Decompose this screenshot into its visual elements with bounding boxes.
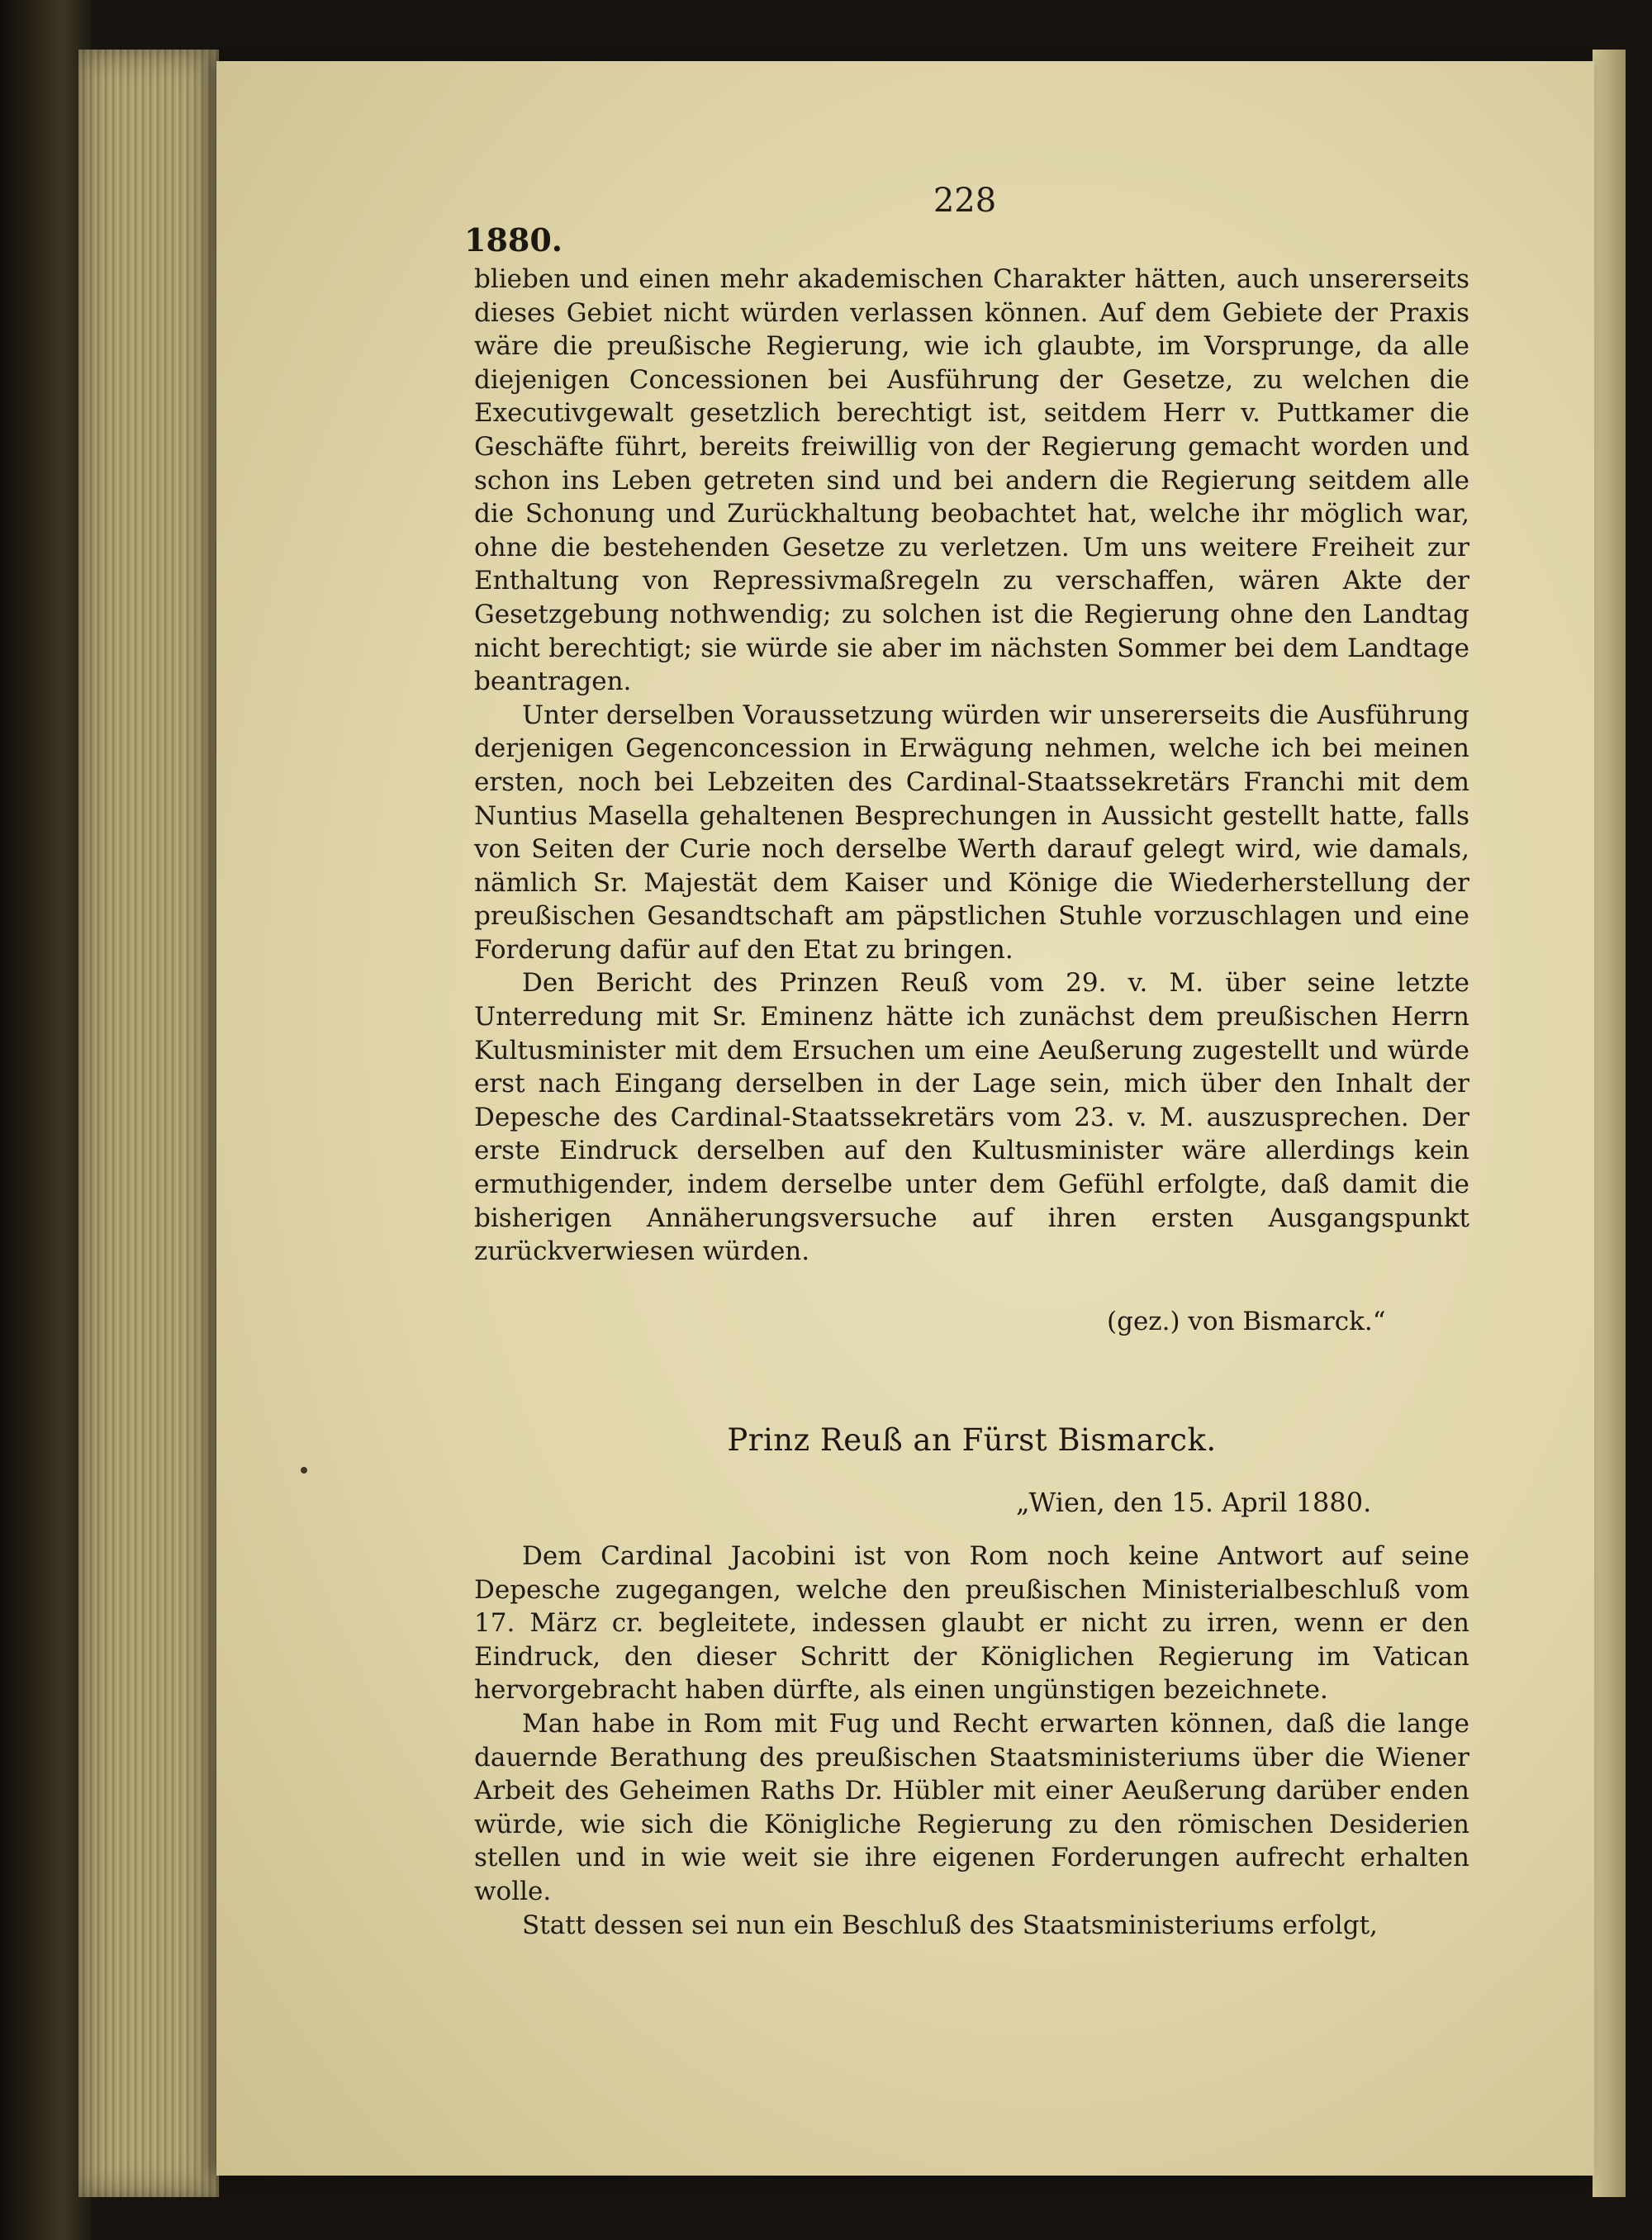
- paragraph: Man habe in Rom mit Fug und Recht erwarten können, daß die lange dauernde Berathung des preußischen Staatsministeriums über die Wiener Arbeit des Geheimen Raths Dr. Hübler mit einer Aeußerung darüber enden würde, wie sich die Königliche Regierung zu den römischen Desiderien stellen und in wie weit sie ihre eigenen Forderungen aufrecht erhalten wolle.: [474, 1708, 1469, 1906]
- paragraph: Den Bericht des Prinzen Reuß vom 29. v. M. über seine letzte Unterredung mit Sr. Eminenz hätte ich zunächst dem preußischen Herrn Kultusminister mit dem Ersuchen um eine Aeußerung zugestellt und würde erst nach Eingang derselben in der Lage sein, mich über den Inhalt der Depesche des Cardinal-Staatssekretärs vom 23. v. M. auszusprechen. Der erste Eindruck derselben auf den Kultusminister wäre allerdings kein ermuthigender, indem derselbe unter dem Gefühl erfolgte, daß damit die bisherigen Annäherungsversuche auf ihren ersten Ausgangspunkt zurückverwiesen würden.: [474, 968, 1469, 1267]
- letter-body-continued: [474, 263, 1469, 1269]
- letter-heading: Prinz Reuß an Fürst Bismarck.: [727, 1422, 1217, 1458]
- letter-dateline: „Wien, den 15. April 1880.: [1016, 1487, 1372, 1518]
- page-stack-edges: [78, 50, 219, 2197]
- letter-body: [474, 1540, 1469, 1942]
- book-cover-edge: [0, 0, 91, 2240]
- paragraph: Dem Cardinal Jacobini ist von Rom noch keine Antwort auf seine Depesche zugegangen, welche den preußischen Ministerialbeschluß vom 17. März cr. begleitete, indessen glaubt er nicht zu irren, wenn er den Eindruck, den dieser Schritt der Königlichen Regierung im Vatican hervorgebracht haben dürfte, als einen ungünstigen bezeichnete.: [474, 1541, 1469, 1706]
- page-number: 228: [933, 182, 997, 220]
- paragraph: Statt dessen sei nun ein Beschluß des Staatsministeriums erfolgt,: [522, 1910, 1378, 1940]
- facing-page-edge: [1593, 50, 1626, 2197]
- signature-line: (gez.) von Bismarck.“: [1107, 1307, 1386, 1336]
- paragraph: blieben und einen mehr akademischen Charakter hätten, auch unsererseits dieses Gebiet nicht würden verlassen können. Auf dem Gebiete der Praxis wäre die preußische Regierung, wie ich glaubte, im Vorsprunge, da alle diejenigen Concessionen bei Ausführung der Gesetze, zu welchen die Executivgewalt gesetzlich berechtigt ist, seitdem Herr v. Puttkamer die Geschäfte führt, bereits freiwillig von der Regierung gemacht worden und schon ins Leben getreten sind und bei andern die Regierung seitdem alle die Schonung und Zurückhaltung beobachtet hat, welche ihr möglich war, ohne die bestehenden Gesetze zu verletzen. Um uns weitere Freiheit zur Enthaltung von Repressivmaßregeln zu verschaffen, wären Akte der Gesetzgebung nothwendig; zu solchen ist die Regierung ohne den Landtag nicht berechtigt; sie würde sie aber im nächsten Sommer bei dem Landtage beantragen.: [474, 264, 1469, 697]
- year-marginal: 1880.: [464, 221, 563, 259]
- paper-spot: [301, 1467, 307, 1474]
- paragraph: Unter derselben Voraussetzung würden wir unsererseits die Ausführung derjenigen Gegenconcession in Erwägung nehmen, welche ich bei meinen ersten, noch bei Lebzeiten des Cardinal-Staatssekretärs Franchi mit dem Nuntius Masella gehaltenen Besprechungen in Aussicht gestellt hatte, falls von Seiten der Curie noch derselbe Werth darauf gelegt wird, wie damals, nämlich Sr. Majestät dem Kaiser und Könige die Wiederherstellung der preußischen Gesandtschaft am päpstlichen Stuhle vorzuschlagen und eine Forderung dafür auf den Etat zu bringen.: [474, 700, 1469, 965]
